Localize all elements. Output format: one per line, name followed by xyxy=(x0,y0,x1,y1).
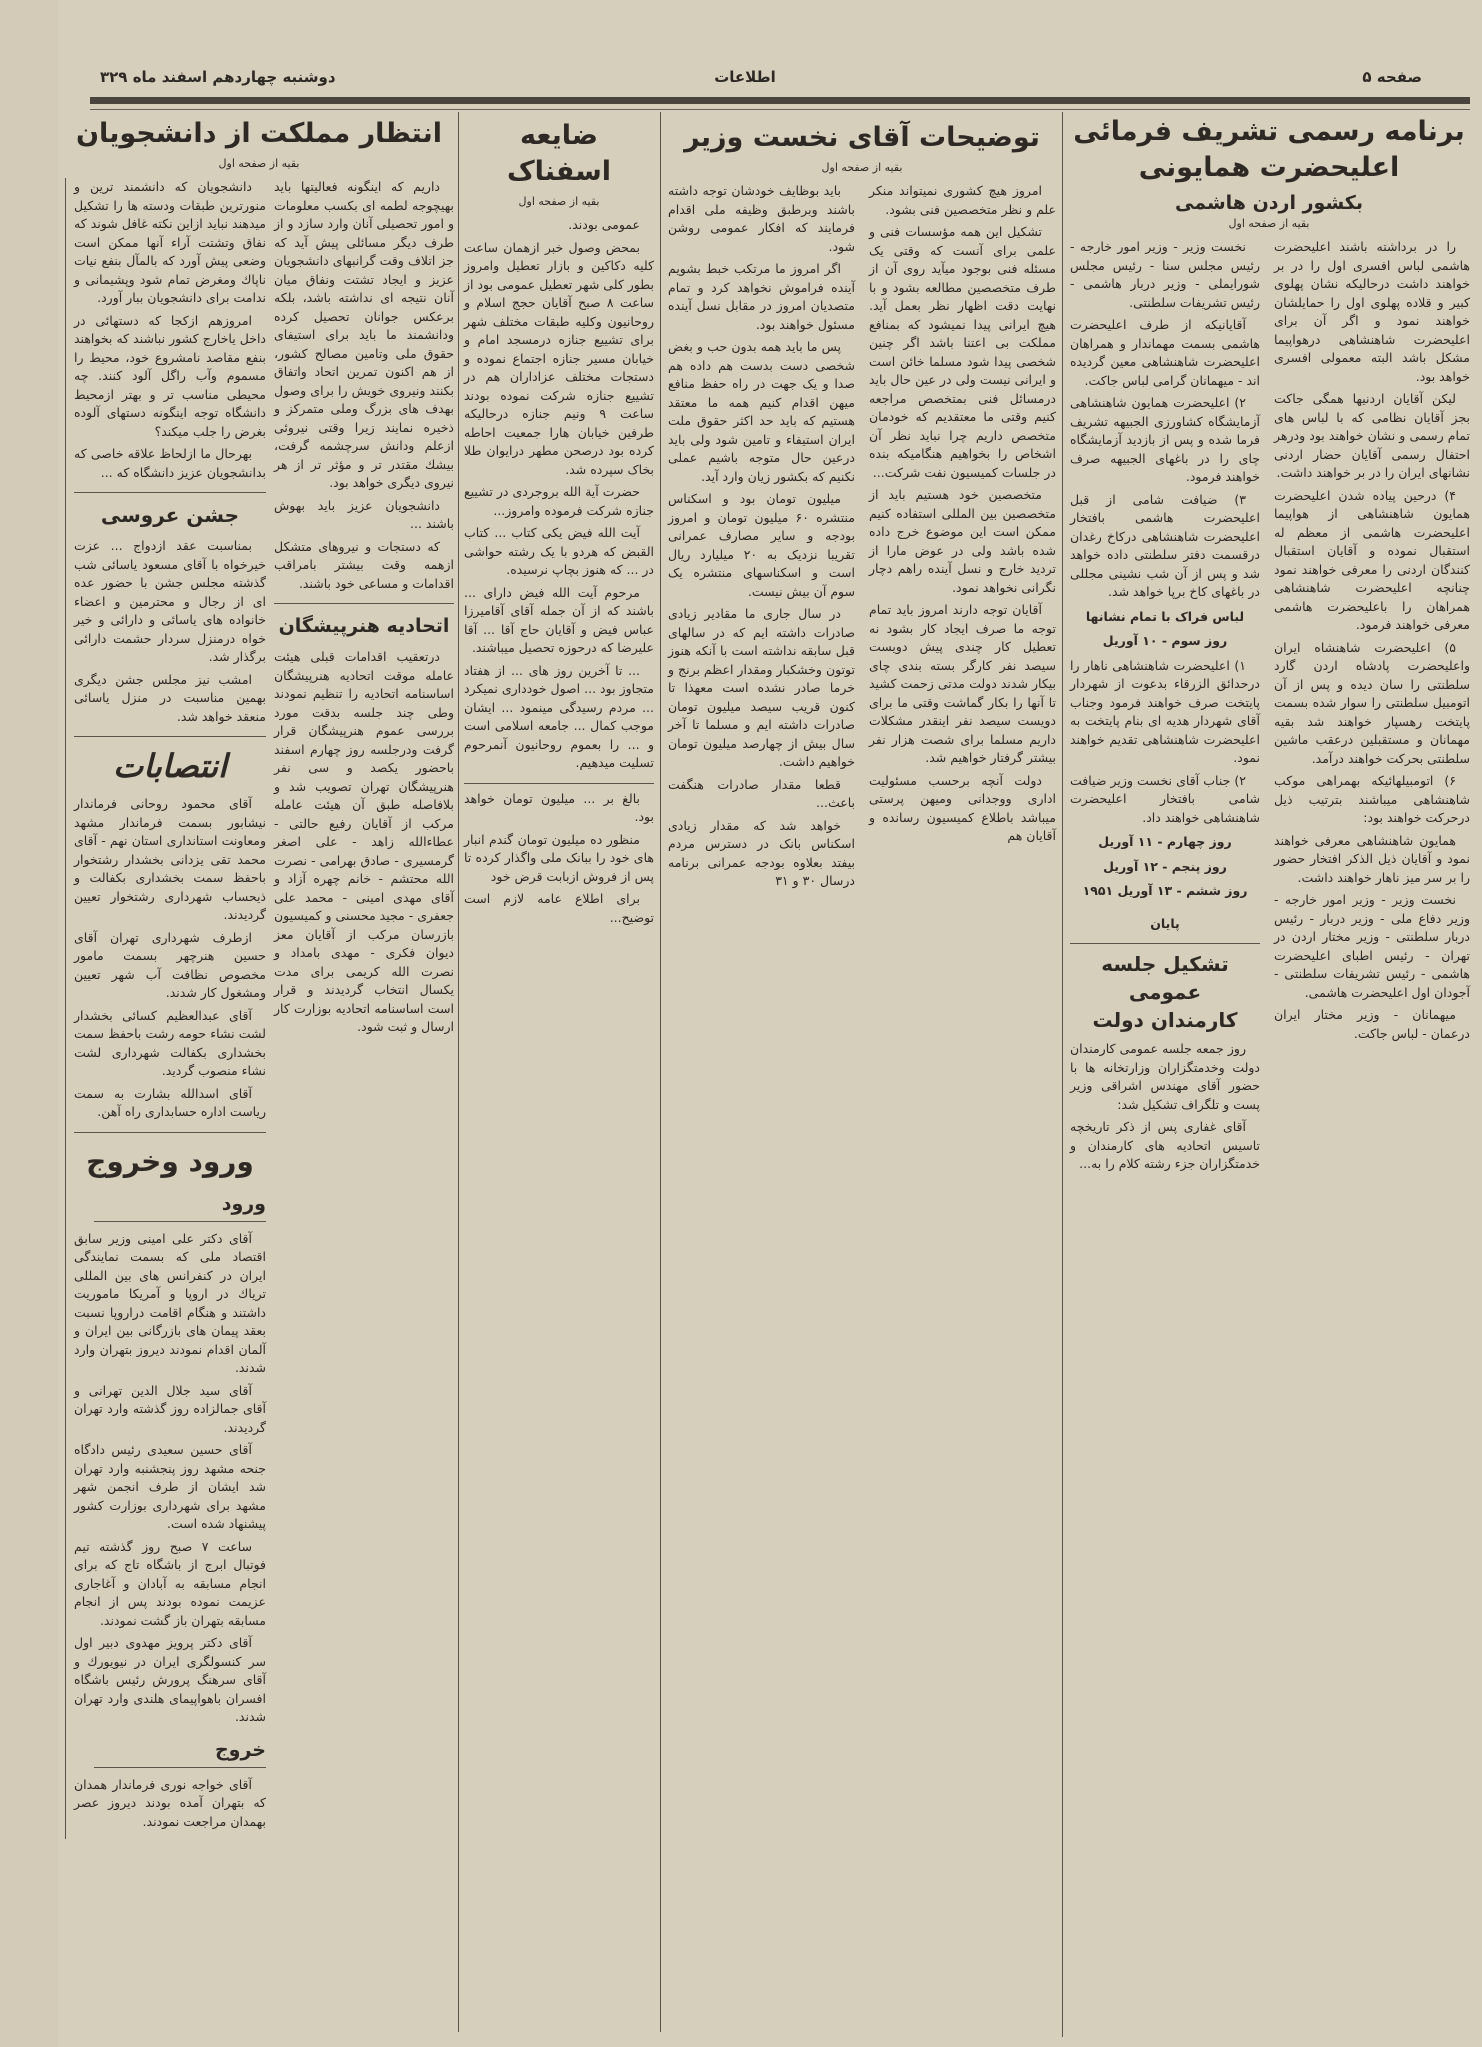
departures-text xyxy=(74,1776,266,1832)
paragraph: میلیون تومان بود و اسکناس منتشره ۶۰ میلیون تومان و امروز بودجه و سایر مصارف عمرانی تقریبا نزدیک به ۲۰ میلیارد ریال است و اسکناسهای منتشره یک سوم آن بیش نیست. xyxy=(668,491,855,599)
tragic-loss-article xyxy=(464,118,654,935)
section-subheading: روز چهارم - ۱۱ آوریل xyxy=(1098,834,1232,849)
continued-note: بقیه از صفحه اول xyxy=(218,157,300,170)
paragraph: امروزهم ازکجا که دستهائی در داخل یاخارج کشور نباشند که بخواهند بنفع مقاصد نامشروع خود، محیط را مسموم وآب راگل آلود کنند. چه محیطی مناسب تر و بهتر ازمحیط دانشگاه توجه اینگونه دستهای آلوده بغرض را جلب میکند؟ xyxy=(74,312,266,439)
paragraph: قطعا مقدار صادرات هنگفت باعث... xyxy=(668,776,855,810)
paragraph: دانشجویان عزیز باید بهوش باشند ... xyxy=(274,497,454,531)
section-subheading: روز ششم - ۱۳ آوریل ۱۹۵۱ xyxy=(1082,883,1248,898)
paragraph: بالغ بر ... میلیون تومان خواهد بود. xyxy=(464,790,654,824)
paragraph: منظور ده میلیون تومان گندم انبار های خود را ببانک ملی واگذار کرده تا پس از فروش ازبابت قرض خود xyxy=(464,831,654,884)
actors-union-article xyxy=(274,603,454,1037)
paragraph: را در برداشته باشند اعلیحضرت هاشمی لباس افسری اول را در بر خواهند داشت درحالیکه نشان پهلوی کبیر و قلاده پهلوی اول را حمایلشان خواهند نمود و اگر آن برای اعلیحضرت شاهنشاهی درهواپیما مشکل باشد البته معمولی افسری خواهد بود. xyxy=(1274,239,1470,384)
staff-meeting-text xyxy=(1070,1040,1260,1174)
paragraph: داریم که اینگونه فعالیتها باید بهیچوجه لطمه ای بکسب معلومات و امور تحصیلی آنان وارد سازد و از طرف دیگر مسائلی پیش آید که جز اتلاف وقت گرانبهای دانشجویان عزیز و ایجاد تشتت ونفاق میان آنان نتیجه ای نداشته باشد، بلکه برعکس جوانان تحصیل کرده ودانشمند ما باید برای استیفای حقوق ملی وتامین مصالح کشور، از هم اکنون تمرین اتحاد واتفاق بکنند ونیروی خویش را برای وصول بهدف های بزرگ وملی متمرکز و ذخیره نمایند زیرا وقتی نیروئی ازعلم ودانش سرچشمه گرفت، بیشك مقتدر تر و مؤثر تر از هر نیروی دیگری خواهد بود. xyxy=(274,179,454,490)
paragraph: بهرحال ما ازلحاظ علاقه خاصی که بدانشجویان عزیز دانشگاه که ... xyxy=(74,446,266,480)
column-four xyxy=(274,178,454,1045)
column-divider xyxy=(660,112,661,2032)
pm-statement-continuation xyxy=(464,783,654,928)
paragraph: تشکیل این همه مؤسسات فنی و علمی برای آنست که وقتی یک مسئله فنی بوجود میآید روی آن از طرف متخصصین مطالعه بشود و با نهایت دقت اظهار نظر بعمل آید. هیچ ایرانی پیدا نمیشود که بمنافع مملکت بی اعتنا باشد اگر چنین شخصی پیدا شود مسلما خائن است و ایرانی نیست ولی در عین حال باید درمسائل فنی بمتخصص مراجعه کنیم وقتی ما معتقدیم که خودمان متخصص داریم چرا نباید نظر آن اشخاص را بخواهیم هنگامیکه بنده در جلسات کمیسیون نفت شرکت... xyxy=(869,224,1056,480)
paragraph: آقای دکتر پرویز مهدوی دبیر اول سر کنسولگری ایران در نیویورك و آقای سرهنگ پرورش رئیس باشگاه افسران باهواپیمای هلندی وارد تهران شدند. xyxy=(74,1635,266,1724)
students-right-column xyxy=(274,178,454,593)
paragraph: نخست وزیر - وزیر امور خارجه - رئیس مجلس سنا - رئیس مجلس شورایملی - وزیر دربار هاشمی - رئیس تشریفات سلطنتی. xyxy=(1070,239,1260,310)
royal-visit-article xyxy=(1068,114,1470,1182)
paragraph: بمناسبت عقد ازدواج ... عزت خیرخواه با آقای مسعود یاسائی شب گذشته مجلس جشن با حضور عده ای از رجال و محترمین و اعضاء خانواده های یاسائی و دارائی و خیر خواه درمنزل سردار حشمت دارائی برگذار شد. xyxy=(74,538,266,664)
paragraph: باید بوظایف خودشان توجه داشته باشند وبرطبق وظیفه ملی اقدام فرمایند که افکار عمومی روشن شود. xyxy=(668,183,855,254)
arrival-subheading: ورود xyxy=(94,1191,266,1222)
paragraph: دانشجویان که دانشمند ترین و منورترین طبقات ودسته ها را تشکیل میدهند نباید ازاین نکته غافل شوند که نفاق وتشتت آراء آنها ممکن است وضعی پیش آورد که بالمآل بنفع نیات ناپاك ومغرض تمام شود وپشیمانی و ندامت برای دانشجویان ببار آورد. xyxy=(74,179,266,305)
students-left-column xyxy=(74,178,266,482)
issue-date: دوشنبه چهاردهم اسفند ماه ۳۲۹ xyxy=(100,68,336,86)
section-subheading: لباس فراک با تمام نشانها xyxy=(1085,608,1245,624)
wedding-article xyxy=(74,492,266,726)
arrivals-article xyxy=(74,1132,266,1832)
royal-visit-left-text xyxy=(1070,238,1260,901)
paragraph: ۶) اتومبیلهائیکه بهمراهی موکب شاهنشاهی میباشند بترتیب ذیل درحرکت خواهند بود: xyxy=(1274,773,1470,825)
pm-statement-headline: توضیحات آقای نخست وزیر xyxy=(684,122,1040,153)
actors-union-headline: اتحادیه هنرپیشگان xyxy=(278,615,450,637)
column-divider xyxy=(458,112,459,2032)
pm-statement-right-column xyxy=(869,182,1056,850)
appointments-text xyxy=(74,795,266,1122)
royal-visit-right-column xyxy=(1274,238,1470,1047)
header-rule-thin xyxy=(90,109,1470,110)
students-headline: انتظار مملکت از دانشجویان xyxy=(76,118,442,149)
paragraph: درتعقیب اقدامات قبلی هیئت عامله موقت اتحادیه هنرپیشگان اساسنامه اتحادیه را تنظیم نمودند وطی چند جلسه بدقت مورد بررسی عموم هنرپیشگان قرار گرفت ودرجلسه روز چهارم اسفند باحضور یکصد و سی نفر هنرپیشگان تهران تصویب شد و بلافاصله طبق آن هیئت عامله مرکب از آقایان رفیع حالتی - عطاءالله زاهد - علی اصغر گرمسیری - صادق بهرامی - نصرت الله محتشم - خانم چهره آزاد و آقای مهدی امینی - محمد علی جعفری - مجید محسنی و کمیسیون بازرسان مرکب از آقایان معز دیوان فکری - مهدی بامداد و نصرت الله کریمی برای مدت یکسال انتخاب گردیدند و قرار است اساسنامه اتحادیه بوزارت کار ارسال و ثبت شود. xyxy=(274,649,454,1034)
paragraph: ۱) اعلیحضرت شاهنشاهی ناهار را درحدائق الزرقاء بدعوت از شهردار پایتخت صرف خواهند فرمود وجناب آقای شهردار هدیه ای بنام پایتخت به اعلیحضرت شاهنشاهی تقدیم خواهند نمود. xyxy=(1070,657,1260,765)
paragraph: اگر امروز ما مرتکب خبط بشویم آینده فراموش نخواهد کرد و تمام متصدیان امروز در مقابل نسل آینده مسئول خواهند بود. xyxy=(668,261,855,332)
paragraph: ۲) جناب آقای نخست وزیر ضیافت شامی بافتخار اعلیحضرت شاهنشاهی خواهند داد. xyxy=(1070,772,1260,825)
paragraph: آقایان توجه دارند امروز باید تمام توجه ما صرف ایجاد کار بشود نه تعطیل کار چندی پیش دویست سیصد نفر کارگر بسته بندی چای بیکار شدند دولت مدتی زحمت کشید تا آنها را بکار گماشت وقتی ما برای دویست سیصد نفر اینقدر مشکلات داریم مسلما برای شصت هزار نفر بیشتر گرفتار خواهیم شد. xyxy=(869,602,1056,765)
royal-visit-left-column xyxy=(1070,238,1260,1182)
paragraph: آقای خواجه نوری فرماندار همدان که بتهران آمده بودند دیروز عصر بهمدان مراجعت نمودند. xyxy=(74,1776,266,1829)
pm-statement-article xyxy=(668,120,1056,895)
section-subheading: روز پنجم - ۱۲ آوریل xyxy=(1103,858,1227,874)
appointments-headline: انتصابات xyxy=(113,747,227,785)
pm-statement-left-column xyxy=(668,182,855,895)
paragraph: روز جمعه جلسه عمومی کارمندان دولت وخدمتگزاران وزارتخانه ها با حضور آقای مهندس اشراقی وزیر پست و تلگراف تشکیل شد: xyxy=(1070,1041,1260,1112)
paragraph: ازطرف شهرداری تهران آقای حسین هنرچهر بسمت مامور مخصوص نظافت آب شهر تعیین ومشغول کار شدند. xyxy=(74,929,266,1000)
paragraph: آقای محمود روحانی فرماندار نیشابور بسمت فرماندار مشهد ومعاونت استانداری استان نهم - آقای محمد تقی یزدانی بخشدار رشتخوار باحفظ سمت بخشداری بکفالت و ذیحساب شهرداری رشتخوار تعیین گردیدند. xyxy=(74,796,266,922)
paragraph: امروز هیچ کشوری نمیتواند منکر علم و نظر متخصصین فنی بشود. xyxy=(869,183,1056,217)
paragraph: خواهد شد که مقدار زیادی اسکناس بانک در دسترس مردم بیفتد بعلاوه بودجه عمرانی برنامه درسال ۳۰ و ۳۱ xyxy=(668,817,855,888)
paragraph: میهمانان - وزیر مختار ایران درعمان - لباس جاکت. xyxy=(1274,1007,1470,1041)
column-divider xyxy=(1062,112,1063,2037)
staff-meeting-box xyxy=(1070,943,1260,1174)
paragraph: بمحض وصول خبر ازهمان ساعت کلیه دکاکین و بازار تعطیل وامروز بطور کلی شهر تعطیل عمومی بود از ساعت ۸ صبح آقایان حجج اسلام و روحانیون وکلیه طبقات مختلف شهر برای تشییع جنازه درمسجد امام و خیابان مسیر جنازه اجتماع نموده و دستجات مختلف عزاداران هم در تشییع جنازه شرکت نموده بودند ساعت ۹ ونیم جنازه درحالیکه طرفین خیابان هارا جمعیت احاطه کرده بود درصحن مطهر درایوان طلا بخاک سپرده شد. xyxy=(464,239,654,477)
continued-note: بقیه از صفحه اول xyxy=(1228,217,1310,230)
paragraph: آقای غفاری پس از ذکر تاریخچه تاسیس اتحادیه های کارمندان و خدمتگزاران جزء رشته کلام را به... xyxy=(1070,1119,1260,1171)
paragraph: ... تا آخرین روز های ... از هفتاد متجاوز بود ... اصول خودداری نمیکرد ... مردم رسیدگی مینمود ... ایشان موجب کمال ... جامعه اسلامی است و ... را بعموم روحانیون آنمرحوم تسلیت میدهیم. xyxy=(464,662,654,770)
paragraph: که دستجات و نیروهای متشکل ازهمه وقت بیشتر بامراقب اقدامات و مساعی خود باشند. xyxy=(274,538,454,591)
paragraph: عمومی بودند. xyxy=(568,217,640,232)
column-five xyxy=(65,178,266,1839)
paragraph: آیت الله فیض یکی کتاب ... کتاب القبض که هردو با یک رشته حواشی در ... که هنوز بچاپ نرسیده. xyxy=(464,525,654,577)
tragic-loss-body xyxy=(464,216,654,773)
paragraph: لیکن آقایان اردنیها همگی جاکت بجز آقایان نظامی که با لباس های تمام رسمی و نشان خواهند بود ودرهر احتفال رسمی آقایان حضار اردنی نشانهای ایران را در بر خواهند داشت. xyxy=(1274,391,1470,480)
staff-meeting-headline-line2: کارمندان دولت xyxy=(1092,1008,1238,1032)
arrivals-headline: ورود وخروج xyxy=(86,1144,254,1178)
royal-visit-subheadline: بکشور اردن هاشمی xyxy=(1175,192,1363,214)
paragraph: آقای حسین سعیدی رئیس دادگاه جنحه مشهد روز پنجشنبه وارد تهران شد ایشان از طرف انجمن شهر مشهد برای شهرداری بوزارت کشور پیشنهاد شده است. xyxy=(74,1442,266,1531)
paragraph: آقایانیکه از طرف اعلیحضرت هاشمی بسمت مهماندار و همراهان اعلیحضرت شاهنشاهی معین گردیده اند - میهمانان گرامی لباس جاکت. xyxy=(1070,317,1260,388)
students-article xyxy=(64,116,454,1839)
paragraph: آقای عبدالعظیم کسائی بخشدار لشت نشاء حومه رشت باحفظ سمت بخشداری بکفالت شهرداری لشت نشاء منصوب گردید. xyxy=(74,1007,266,1078)
paragraph: در سال جاری ما مقادیر زیادی صادرات داشته ایم که در سالهای قبل سابقه نداشته است با آنکه هنوز توتون وخشکبار ومقدار اعظم برنج و خرما صادر نشده است معهذا تا کنون قریب سیصد میلیون تومان صادرات داشته ایم و مسلما تا آخر سال بیش از چهارصد میلیون تومان خواهیم داشت. xyxy=(668,606,855,769)
paragraph: نخست وزیر - وزیر امور خارجه - وزیر دفاع ملی - وزیر دربار - رئیس دربار سلطنتی - وزیر مختار اردن در تهران - رئیس اطبای اعلیحضرت هاشمی - رئیس تشریفات سلطنتی - آجودان اول اعلیحضرت هاشمی. xyxy=(1274,892,1470,1000)
paragraph: پس ما باید همه بدون حب و بغض شخصی دست بدست هم داده هم صدا و یک جهت در راه حفظ منافع میهن اقدام کنیم همه ما معتقد هستیم که باید حد اکثر حقوق ملت ایران استیفاء و تامین شود ولی باید درعین حال متوجه باشیم عملی نکنیم که بکشور زیان وارد آید. xyxy=(668,339,855,484)
paragraph: آقای دکتر علی امینی وزیر سابق اقتصاد ملی که بسمت نمایندگی ایران در کنفرانس های بین المللی تریاك در اروپا و آمریکا ماموریت داشتند و هنگام اقامت دراروپا نسبت بعقد پیمان های بازرگانی بین ایران و آلمان اقدام نمودند دیروز بتهران وارد شدند. xyxy=(74,1230,266,1375)
header-rule xyxy=(90,97,1470,104)
paragraph: آقای سید جلال الدین تهرانی و آقای جمالزاده روز گذشته وارد تهران گردیدند. xyxy=(74,1382,266,1435)
paragraph: ۴) درحین پیاده شدن اعلیحضرت همایون شاهنشاهی از هواپیما اعلیحضرت هاشمی از معظم له استقبال نموده و آقایان استقبال کنندگان اردنی را معرفی خواهند نمود چنانچه اعلیحضرت شاهنشاهی همراهان را باعلیحضرت هاشمی معرفی خواهند فرمود. xyxy=(1274,487,1470,632)
masthead-name: اطلاعات xyxy=(714,68,776,86)
paragraph: مرحوم آیت الله فیض دارای ... باشند که از آن جمله آقای آقامیرزا عباس فیض و آقایان حاج آقا ... آقا علیرضا که درحوزه تحصیل میباشند. xyxy=(464,584,654,655)
paragraph: ساعت ۷ صبح روز گذشته تیم فوتبال ابرج از باشگاه تاج که برای انجام مسابقه به آبادان و آغاجاری عزیمت نموده بودند پس از انجام مسابقه بتهران باز گشت نمودند. xyxy=(74,1538,266,1628)
paragraph: ۳) ضیافت شامی از قبل اعلیحضرت هاشمی بافتخار اعلیحضرت شاهنشاهی درکاخ رغدان درقسمت دفتر سلطنتی داده خواهد شد و پس از آن شب نشینی مجللی در باغهای کاخ برپا خواهد شد. xyxy=(1070,491,1260,599)
paragraph: ۵) اعلیحضرت شاهنشاه ایران واعلیحضرت پادشاه اردن گارد سلطنتی را سان دیده و پس از آن اتومبیل سلطنتی را سوار شده بسمت پایتخت رهسپار خواهند شد بقیه مهمانان و مستقبلین درعقب ماشین سلطنتی بحرکت خواهند درآمد. xyxy=(1274,639,1470,766)
departure-subheading: خروج xyxy=(94,1737,266,1768)
actors-union-text xyxy=(274,648,454,1037)
arrivals-text xyxy=(74,1230,266,1727)
paragraph: برای اطلاع عامه لازم است توضیح... xyxy=(464,891,654,925)
paragraph: آقای اسدالله بشارت به سمت ریاست اداره حسابداری راه آهن. xyxy=(74,1085,266,1119)
continued-note: بقیه از صفحه اول xyxy=(821,161,903,174)
appointments-article xyxy=(74,736,266,1122)
paragraph: متخصصین خود هستیم باید از متخصصین بین المللی استفاده کنیم ممکن است این موضوع خرج داده شده باشد ولی در عوض مارا از تردید خارج و نسل آینده راهم دچار نگرانی نخواهد نمود. xyxy=(869,487,1056,595)
continued-note: بقیه از صفحه اول xyxy=(518,195,600,208)
paragraph: دولت آنچه برحسب مسئولیت اداری ووجدانی ومیهن پرستی میباشد باطلاع کمیسیون رسانده و آقایان هم xyxy=(869,772,1056,843)
wedding-text xyxy=(74,537,266,726)
paragraph: ۲) اعلیحضرت همایون شاهنشاهی آزمایشگاه کشاورزی الجبیهه تشریف فرما شده و پس از بازدید آزمایشگاه چای را در باغهای الجبیهه صرف خواهند فرمود. xyxy=(1070,395,1260,484)
paragraph: همایون شاهنشاهی معرفی خواهند نمود و آقایان ذیل الذکر افتخار حضور را بر سر میز ناهار خواهند داشت. xyxy=(1274,832,1470,885)
staff-meeting-headline-line1: تشکیل جلسه عمومی xyxy=(1101,952,1229,1004)
paragraph: امشب نیز مجلس جشن دیگری بهمین مناسبت در منزل یاسائی منعقد خواهد شد. xyxy=(74,671,266,724)
royal-visit-headline: برنامه رسمی تشریف فرمائی اعلیحضرت همایونی xyxy=(1073,116,1465,183)
paragraph: حضرت آیة الله بروجردی در تشییع جنازه شرکت فرموده وامروز... xyxy=(464,484,654,518)
article-end-label: پایان xyxy=(1150,915,1180,931)
wedding-headline: جشن عروسی xyxy=(100,503,240,527)
page-number: صفحه ۵ xyxy=(1362,68,1422,86)
tragic-loss-headline: ضایعه اسفناک xyxy=(506,120,612,187)
section-subheading: روز سوم - ۱۰ آوریل xyxy=(1102,633,1228,648)
